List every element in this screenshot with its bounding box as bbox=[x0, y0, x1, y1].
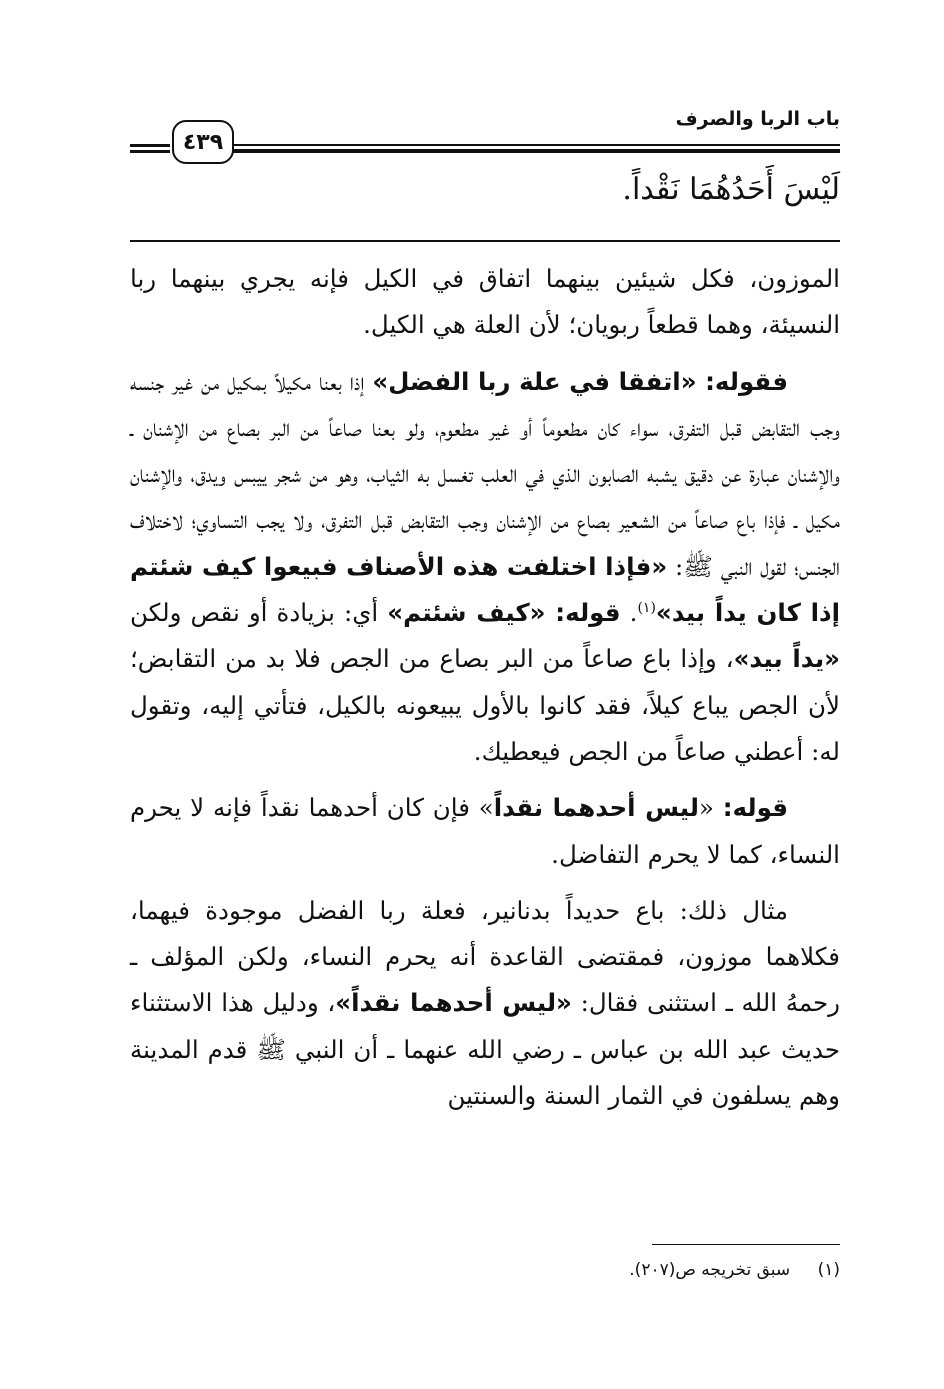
emphasized-text: «فإذا اختلفت هذه الأصناف فبيعوا كيف شئتم إذا كان يداً بيد» bbox=[130, 551, 840, 628]
paragraph bbox=[130, 785, 840, 878]
header-rule-left bbox=[130, 144, 170, 147]
footnote-separator bbox=[652, 1244, 840, 1245]
footnote-text: سبق تخريجه ص(٢٠٧). bbox=[629, 1260, 791, 1280]
text-run: أي: بزيادة أو نقص ولكن bbox=[130, 598, 388, 628]
running-title: باب الربا والصرف bbox=[675, 108, 840, 130]
text-run: . bbox=[620, 598, 638, 628]
text-run: الموزون، فكل شيئين بينهما اتفاق في الكيل فإنه يجري بينهما ربا النسيئة، وهما قطعاً ربويان؛ لأن العلة هي الكيل. bbox=[130, 264, 840, 340]
page-header bbox=[130, 108, 840, 164]
emphasized-text: قوله: «كيف شئتم» bbox=[387, 598, 621, 628]
paragraph bbox=[130, 888, 840, 1119]
emphasized-text: قوله: bbox=[722, 793, 788, 823]
matn-line: لَيْسَ أَحَدُهُمَا نَقْداً. bbox=[622, 172, 840, 207]
page-number: ٤٣٩ bbox=[182, 129, 224, 155]
emphasized-text: ليس أحدهما نقداً bbox=[493, 793, 699, 823]
text-run: » فإن كان أحدهما نقداً فإنه لا يحرم النساء، كما لا يحرم التفاضل. bbox=[130, 793, 840, 869]
header-rule-left-2 bbox=[130, 150, 170, 153]
footnote-ref: (١) bbox=[637, 599, 656, 616]
matn-separator bbox=[130, 240, 840, 242]
text-run: ، وإذا باع صاعاً من البر بصاع من الجص فلا بد من التقابض؛ لأن الجص يباع كيلاً، فقد كانوا بالأول يبيعونه بالكيل، فتأتي إليه، وتقول له: أعطني صاعاً من الجص فيعطيك. bbox=[130, 644, 840, 766]
text-run: « bbox=[698, 793, 723, 823]
emphasized-text: فقوله: «اتفقا في علة ربا الفضل» bbox=[372, 366, 788, 396]
emphasized-text: «يداً بيد» bbox=[733, 644, 840, 674]
commentary-body bbox=[130, 256, 840, 1119]
header-rule bbox=[230, 144, 840, 146]
text-run: إذا بعنا مكيلاً بمكيل من غير جنسه وجب التقابض قبل التفرق، سواء كان مطعوماً أو غير مطعوم، ولو بعنا صاعاً من البر بصاع من الإشنان ـ والإشنان عبارة عن دقيق يشبه الصابون الذي في العلب تغسل به الثياب، وهو من شجر ييبس ويدق، والإشنان مكيل ـ فإذا باع صاعاً من الشعير بصاع من الإشنان وجب التقابض قبل التفرق، ولا يجب التساوي؛ لاختلاف الجنس؛ لقول النبي ﷺ: bbox=[130, 366, 840, 581]
paragraph bbox=[130, 256, 840, 349]
footnote bbox=[629, 1260, 840, 1280]
paragraph bbox=[130, 359, 840, 776]
page-number-box bbox=[172, 120, 234, 164]
emphasized-text: «ليس أحدهما نقداً» bbox=[335, 988, 572, 1018]
header-rule-thick bbox=[230, 149, 840, 153]
text-run: ، ودليل هذا الاستثناء حديث عبد الله بن عباس ـ رضي الله عنهما ـ أن النبي ﷺ قدم المدينة وهم يسلفون في الثمار السنة والسنتين bbox=[130, 988, 840, 1111]
text-run: مثال ذلك: باع حديداً بدنانير، فعلة ربا الفضل موجودة فيهما، فكلاهما موزون، فمقتضى القاعدة أنه يحرم النساء، ولكن المؤلف ـ رحمهُ الله ـ استثنى فقال: bbox=[130, 895, 841, 1018]
footnote-number: (١) bbox=[817, 1260, 840, 1280]
